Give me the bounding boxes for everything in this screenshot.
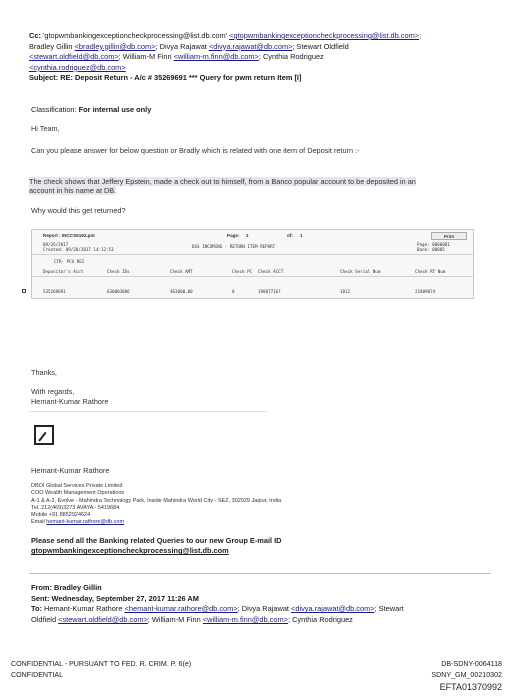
- subject-label: Subject:: [29, 73, 59, 83]
- cc-label: Cc:: [29, 31, 41, 40]
- col-rt: Check RT Num: [415, 269, 446, 274]
- from-value: Bradley Gillin: [54, 583, 102, 592]
- col-check-pc: Check PC: [232, 269, 253, 274]
- of-label: of:: [287, 233, 293, 238]
- to-name: ; Divya Rajawat: [237, 604, 289, 614]
- sig-email-line: [31, 519, 281, 526]
- thanks: Thanks,: [31, 368, 57, 377]
- to-email-link[interactable]: <stewart.oldfield@db.com>: [58, 614, 148, 624]
- col-depositor: Depositor's Acct: [43, 269, 84, 274]
- question-text: Can you please answer for below question or Bradly which is related with one item of Deposit return :-: [31, 146, 360, 155]
- to-email-link[interactable]: <william-m.finn@db.com>: [202, 614, 288, 624]
- col-check-ids: Check IDs: [107, 269, 130, 274]
- cc-email-link[interactable]: <gtopwmbankingexceptioncheckprocessing@list.db.com>: [229, 31, 420, 40]
- cc-name: ; Cynthia Rodriguez: [258, 52, 324, 62]
- bates-number-2: SDNY_GM_00210302: [431, 671, 502, 679]
- sent-line: [31, 594, 491, 605]
- closing-name: Hemant-Kumar Rathore: [31, 397, 109, 406]
- cell-check-ids: 630003886: [107, 289, 130, 294]
- page-label: Page:: [227, 233, 240, 238]
- of-value: 1: [300, 233, 303, 238]
- sig-address: A-1 & A-2, Evolve - Mahindra Technology Park, Inside Mahindra World City - SEZ, 302029 Jaipur, India: [31, 497, 282, 504]
- sent-label: Sent:: [31, 593, 50, 603]
- to-name: Oldfield: [31, 614, 57, 624]
- sig-company: DBOI Global Services Private Limited: [31, 483, 123, 489]
- signature-details: [31, 483, 281, 527]
- subject-text: RE: Deposit Return - A/c # 35269691 *** Query for pwm return Item [I]: [60, 73, 302, 83]
- signature-divider: [29, 411, 267, 412]
- to-name: ; Stewart: [374, 604, 404, 614]
- report-divider: [32, 254, 473, 255]
- to-line: [31, 604, 491, 615]
- sig-tel: Tel. 212(469)3273 AVAYA - 5419684: [31, 504, 120, 511]
- confidential-notice: CONFIDENTIAL - PURSUANT TO FED. R. CRIM. P. 6(e): [11, 660, 192, 668]
- report-id: Report : INCCS5192.pnt: [43, 233, 95, 238]
- bates-number-1: DB-SDNY-0064118: [441, 660, 502, 668]
- sig-dept: COO Wealth Management Operations: [31, 490, 125, 497]
- from-line: [31, 583, 491, 594]
- quote-line-2: account in his name at DB.: [29, 186, 117, 196]
- sent-value: Wednesday, September 27, 2017 11:26 AM: [51, 593, 199, 603]
- group-email-notice: [31, 536, 282, 557]
- row-checkbox[interactable]: [22, 289, 26, 293]
- ctr-label: CTR- PCU REI: [54, 259, 85, 264]
- cc-email-link[interactable]: <william-m.finn@db.com>: [173, 52, 259, 62]
- cc-address: 'gtopwmbankingexceptioncheckprocessing@list.db.com': [42, 31, 228, 40]
- sig-email-label: Email: [31, 519, 45, 526]
- cc-name: Bradley Gillin: [29, 41, 73, 51]
- to-email-link[interactable]: <hemant-kumar.rathore@db.com>: [124, 604, 238, 614]
- return-item-report: [31, 229, 474, 299]
- sig-email-link[interactable]: hemant-kumar.rathore@db.com: [46, 519, 125, 526]
- classification: [31, 105, 151, 114]
- col-check-amt: Check AMT: [170, 269, 193, 274]
- notice-text: Please send all the Banking related Queries to our new Group E-mail ID: [31, 536, 282, 545]
- cell-check-amt: 463000.00: [170, 289, 193, 294]
- cell-rt: 21809874: [415, 289, 436, 294]
- quoted-statement: [29, 177, 477, 195]
- cc-email-link[interactable]: <bradley.gillin@db.com>: [74, 41, 156, 51]
- signature-name: Hemant-Kumar Rathore: [31, 466, 110, 475]
- cc-line-1: Cc: 'gtopwmbankingexceptioncheckprocessing@list.db.com' <gtopwmbankingexceptioncheckprocessing@list.db.com>;: [29, 31, 422, 40]
- to-label: To:: [31, 604, 42, 614]
- cc-name: ; William-M Finn: [118, 52, 172, 62]
- print-button[interactable]: Print: [431, 232, 467, 240]
- to-name: Hemant-Kumar Rathore: [44, 604, 123, 614]
- confidential-label: CONFIDENTIAL: [11, 671, 64, 679]
- greeting: Hi Team,: [31, 124, 60, 133]
- report-title: DSS INCOMING - RETURN ITEM REPORT: [192, 244, 276, 249]
- email-header: [29, 31, 491, 84]
- to-email-link[interactable]: <divya.rajawat@db.com>: [291, 604, 375, 614]
- subject-line: [29, 73, 491, 84]
- deutsche-bank-logo: [34, 425, 54, 445]
- header-divider: [32, 276, 473, 277]
- efta-number: EFTA01370992: [439, 682, 502, 692]
- classification-value: For internal use only: [78, 105, 152, 114]
- regards: With regards,: [31, 387, 75, 396]
- email-separator: [29, 573, 491, 574]
- cc-email-link[interactable]: <cynthia.rodriguez@db.com>: [29, 62, 126, 72]
- classification-label: Classification:: [31, 105, 77, 114]
- to-name: ; Cynthia Rodriguez: [287, 614, 353, 624]
- col-check-acct: Check ACCT: [258, 269, 284, 274]
- cell-check-pc: 0: [232, 289, 235, 294]
- sig-mobile: Mobile +91 8852924624: [31, 512, 91, 519]
- cc-name: ; Divya Rajawat: [155, 41, 207, 51]
- page-value: 1: [246, 233, 249, 238]
- cc-email-link[interactable]: <divya.rajawat@db.com>: [208, 41, 293, 51]
- cc-line-2: [29, 42, 491, 53]
- report-bank: Bank: 00005: [417, 247, 445, 252]
- col-serial: Check Serial Num: [340, 269, 381, 274]
- from-label: From:: [31, 583, 52, 592]
- to-line-2: [31, 615, 491, 626]
- report-created: Created: 09/28/2017 14:12:53: [43, 247, 114, 252]
- report-page-no: Page: 0000001: [417, 242, 450, 247]
- notice-email-link[interactable]: gtopwmbankingexceptioncheckprocessing@list.db.com: [31, 546, 229, 556]
- cell-serial: 1012: [340, 289, 351, 294]
- why-question: Why would this get returned?: [31, 206, 126, 215]
- cell-check-acct: 190077167: [258, 289, 281, 294]
- cc-line-3: [29, 52, 491, 63]
- report-date: 09/26/2017: [43, 242, 69, 247]
- to-name: ; William-M Finn: [147, 614, 201, 624]
- cc-name: ; Stewart Oldfield: [292, 41, 349, 51]
- quote-line-1: The check shows that Jeffery Epstein, made a check out to himself, from a Banco popular account to be deposited in an: [29, 177, 416, 186]
- cell-depositor: 535269691: [43, 289, 66, 294]
- cc-email-link[interactable]: <stewart.oldfield@db.com>: [29, 52, 119, 62]
- prior-email-header: [31, 583, 491, 625]
- cc-line-4: [29, 63, 491, 74]
